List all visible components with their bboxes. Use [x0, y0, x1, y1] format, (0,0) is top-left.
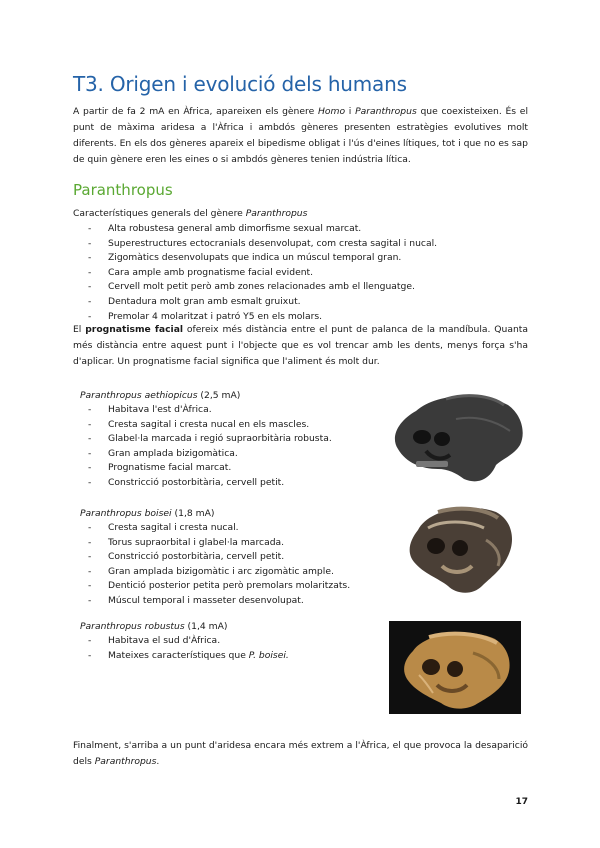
list-item: - Superestructures ectocranials desenvolupat, com cresta sagital i nucal. — [88, 237, 437, 252]
skull-robustus-image — [389, 621, 521, 714]
list-item: - Cresta sagital i cresta nucal. — [88, 521, 350, 536]
list-item: - Cresta sagital i cresta nucal en els mascles. — [88, 418, 332, 433]
intro-paragraph: A partir de fa 2 mA en Àfrica, apareixen els gènere Homo i Paranthropus que coexisteixen. És el punt de màxima aridesa a l'Àfrica i ambdós gèneres presenten estratègies evolutives molt diferents. En els dos gèneres apareix el bipedisme obligat i l'ús d'eines lítiques, tot i que no es sap de quin gènere eren les eines o si ambdós gèneres tenien indústria lítica. — [73, 106, 528, 165]
prognathism-paragraph: El prognatisme facial ofereix més distància entre el punt de palanca de la mandíbula. Quanta més distància entre aquest punt i l'objecte que es vol trencar amb les dents, menys força s'ha d'aplicar. Un prognatisme facial significa que l'aliment és molt dur. — [73, 324, 529, 367]
species-heading-aethiopicus: Paranthropus aethiopicus (2,5 mA) — [80, 390, 241, 401]
species-list-aethiopicus — [88, 403, 332, 491]
list-item: - Premolar 4 molaritzat i patró Y5 en els molars. — [88, 310, 437, 325]
list-item: - Alta robustesa general amb dimorfisme sexual marcat. — [88, 222, 437, 237]
general-characteristics-label: Característiques generals del gènere Paranthropus — [73, 208, 308, 219]
list-item: - Dentadura molt gran amb esmalt gruixut. — [88, 295, 437, 310]
list-item: - Constricció postorbitària, cervell petit. — [88, 476, 332, 491]
list-item: - Cara ample amb prognatisme facial evident. — [88, 266, 437, 281]
list-item: - Zigomàtics desenvolupats que indica un múscul temporal gran. — [88, 251, 437, 266]
species-heading-robustus: Paranthropus robustus (1,4 mA) — [80, 621, 228, 632]
skull-boisei-image — [398, 500, 518, 598]
list-item: - Torus supraorbital i glabel·la marcada. — [88, 536, 350, 551]
list-item: - Prognatisme facial marcat. — [88, 461, 332, 476]
list-item: - Gran amplada bizigomàtica. — [88, 447, 332, 462]
skull-aethiopicus-image — [386, 389, 528, 489]
page-number: 17 — [515, 797, 528, 807]
species-heading-boisei: Paranthropus boisei (1,8 mA) — [80, 508, 215, 519]
conclusion-paragraph: Finalment, s'arriba a un punt d'aridesa encara més extrem a l'Àfrica, el que provoca la desaparició dels Paranthropus. — [73, 740, 528, 767]
list-item: - Habitava el sud d'Àfrica. — [88, 634, 289, 649]
general-characteristics-list — [88, 222, 437, 324]
species-list-boisei — [88, 521, 350, 609]
list-item: - Dentició posterior petita però premolars molaritzats. — [88, 579, 350, 594]
list-item: - Constricció postorbitària, cervell petit. — [88, 550, 350, 565]
species-list-robustus — [88, 634, 289, 663]
section-heading: Paranthropus — [73, 181, 173, 199]
list-item: - Mateixes característiques que P. boisei. — [88, 649, 289, 664]
page-title: T3. Origen i evolució dels humans — [73, 72, 407, 96]
list-item: - Múscul temporal i masseter desenvolupat. — [88, 594, 350, 609]
list-item: - Cervell molt petit però amb zones relacionades amb el llenguatge. — [88, 280, 437, 295]
list-item: - Glabel·la marcada i regió supraorbitària robusta. — [88, 432, 332, 447]
list-item: - Gran amplada bizigomàtic i arc zigomàtic ample. — [88, 565, 350, 580]
list-item: - Habitava l'est d'Àfrica. — [88, 403, 332, 418]
